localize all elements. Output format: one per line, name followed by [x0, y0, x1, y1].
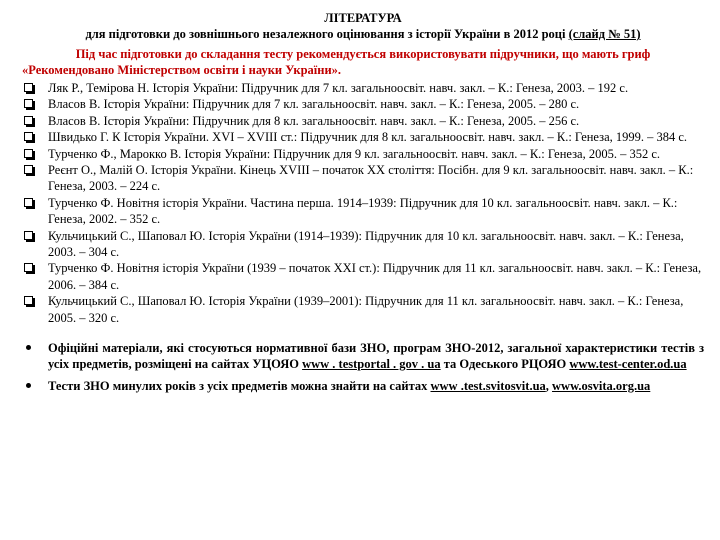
list-item	[22, 195, 704, 228]
recommendation-note	[22, 46, 704, 78]
checkbox-bullet-icon	[24, 99, 33, 108]
book-text: Кульчицький С., Шаповал Ю. Історія України (1939–2001): Підручник для 11 кл. загальноосвіт. навч. закл. – К.: Генеза, 2005. – 320 с.	[48, 294, 684, 325]
list-item	[22, 293, 704, 326]
svitosvit-link[interactable]: www .test.svitosvit.ua	[430, 379, 546, 394]
list-item	[22, 80, 704, 96]
list-item	[22, 340, 704, 372]
resource-text: Офіційні матеріали, які стосуються нормативної бази ЗНО, програм ЗНО-2012, загальної характеристики тестів з усіх предметів, розміщені на сайтах УЦОЯО	[48, 341, 704, 372]
checkbox-bullet-icon	[24, 198, 33, 207]
subtitle-text: для підготовки до зовнішнього незалежного оцінювання з історії України в 2012 році	[85, 27, 566, 41]
book-text: Ляк Р., Темірова Н. Історія України: Підручник для 7 кл. загальноосвіт. навч. закл. – К.: Генеза, 2003. – 192 с.	[48, 81, 629, 95]
list-item	[22, 146, 704, 162]
book-text: Швидько Г. К Історія України. XVI – XVIII ст.: Підручник для 8 кл. загальноосвіт. навч. закл. – К.: Генеза, 1999. – 384 с.	[48, 130, 688, 145]
textbook-list	[22, 80, 704, 326]
book-text: Турченко Ф. Новітня історія України. Частина перша. 1914–1939: Підручник для 10 кл. загальноосвіт. навч. закл. – К.: Генеза, 2002. – 352 с.	[48, 195, 678, 227]
list-item	[22, 113, 704, 129]
checkbox-bullet-icon	[24, 149, 33, 158]
checkbox-bullet-icon	[24, 296, 33, 305]
checkbox-bullet-icon	[24, 165, 33, 174]
list-item	[22, 260, 704, 293]
note-line-1: Під час підготовки до складання тесту рекомендується використовувати підручники, що мають гриф	[75, 47, 651, 61]
book-text: Реєнт О., Малій О. Історія України. Кінець XVIII – початок XX століття: Посібн. для 9 кл. загальноосвіт. навч. закл. – К.: Генеза, 2003. – 224 с.	[48, 163, 694, 194]
resource-mid-text: та Одеського РЦОЯО	[443, 357, 567, 372]
book-text: Власов В. Історія України: Підручник для 8 кл. загальноосвіт. навч. закл. – К.: Генеза, 2005. – 256 с.	[48, 113, 580, 128]
list-item	[22, 129, 704, 145]
bullet-dot-icon	[26, 345, 31, 350]
list-item	[22, 96, 704, 112]
checkbox-bullet-icon	[24, 83, 33, 92]
checkbox-bullet-icon	[24, 263, 33, 272]
book-text: Власов В. Історія України: Підручник для 7 кл. загальноосвіт. навч. закл. – К.: Генеза, 2005. – 280 с.	[48, 97, 580, 112]
extra-resources-list	[22, 340, 704, 394]
checkbox-bullet-icon	[24, 116, 33, 125]
list-item	[22, 228, 704, 261]
bullet-dot-icon	[26, 383, 31, 388]
note-line-2: «Рекомендовано Міністерством освіти і науки України».	[22, 63, 342, 77]
resource-text: Тести ЗНО минулих років з усіх предметів можна знайти на сайтах	[48, 379, 428, 394]
list-item	[22, 378, 704, 394]
testportal-link[interactable]: www . testportal . gov . ua	[302, 357, 441, 372]
list-item	[22, 162, 704, 195]
page-title: ЛІТЕРАТУРА	[324, 11, 402, 25]
book-text: Кульчицький С., Шаповал Ю. Історія України (1914–1939): Підручник для 10 кл. загальноосвіт. навч. закл. – К.: Генеза, 2003. – 304 с.	[48, 228, 684, 260]
book-text: Турченко Ф., Марокко В. Історія України: Підручник для 9 кл. загальноосвіт. навч. закл. – К.: Генеза, 2005. – 352 с.	[48, 146, 661, 161]
page-subtitle	[22, 26, 704, 42]
osvita-link[interactable]: www.osvita.org.ua	[552, 379, 651, 394]
book-text: Турченко Ф. Новітня історія України (1939 – початок XXI ст.): Підручник для 11 кл. загальноосвіт. навч. закл. – К.: Генеза, 2006. – 384 с.	[48, 261, 702, 292]
checkbox-bullet-icon	[24, 231, 33, 240]
slide-link[interactable]: (слайд № 51)	[568, 27, 641, 41]
checkbox-bullet-icon	[24, 132, 33, 141]
test-center-link[interactable]: www.test-center.od.ua	[569, 357, 687, 372]
link-separator: ,	[545, 379, 549, 394]
